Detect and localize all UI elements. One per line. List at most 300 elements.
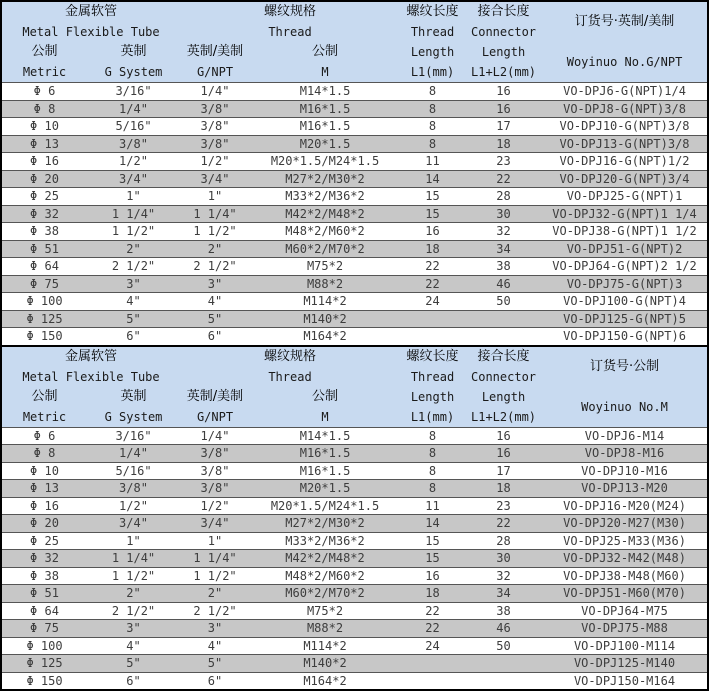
header-l1l2-en1: Connector xyxy=(471,25,537,39)
header-thread-cn: 螺纹规格 xyxy=(264,4,317,19)
cell-thread-m: M88*2 xyxy=(250,275,400,293)
cell-metric-size: Φ 16 xyxy=(2,153,87,171)
header-tube-en: Metal Flexible Tube xyxy=(22,25,160,39)
cell-thread-m: M33*2/M36*2 xyxy=(250,532,400,550)
header-m-cn: 公制 xyxy=(312,44,339,59)
cell-order-no: VO-DPJ38-M48(M60) xyxy=(542,567,707,585)
header-l1-en2: Length xyxy=(410,45,455,59)
header-gnpt-en: G/NPT xyxy=(196,409,234,424)
cell-l1: 15 xyxy=(400,205,465,223)
cell-l1: 14 xyxy=(400,515,465,533)
cell-l1: 22 xyxy=(400,620,465,638)
cell-g-npt: 1/4" xyxy=(180,427,250,445)
cell-g-system: 3/8" xyxy=(87,135,180,153)
cell-g-npt: 3/8" xyxy=(180,100,250,118)
cell-l1: 24 xyxy=(400,293,465,311)
cell-metric-size: Φ 13 xyxy=(2,480,87,498)
cell-g-system: 1/2" xyxy=(87,153,180,171)
cell-thread-m: M75*2 xyxy=(250,602,400,620)
cell-order-no: VO-DPJ125-M140 xyxy=(542,655,707,673)
cell-order-no: VO-DPJ20-G(NPT)3/4 xyxy=(542,170,707,188)
table-row xyxy=(2,637,707,655)
cell-order-no: VO-DPJ8-M16 xyxy=(542,445,707,463)
header-l1-en1: Thread xyxy=(410,25,455,39)
cell-l1: 11 xyxy=(400,497,465,515)
cell-l1-l2 xyxy=(465,310,542,328)
header-m-en: M xyxy=(321,409,329,424)
cell-g-npt: 1/4" xyxy=(180,83,250,101)
header-col-m xyxy=(250,42,400,83)
cell-g-npt: 2" xyxy=(180,240,250,258)
cell-l1: 24 xyxy=(400,637,465,655)
cell-thread-m: M20*1.5/M24*1.5 xyxy=(250,153,400,171)
cell-g-system: 5/16" xyxy=(87,118,180,136)
cell-g-system: 1 1/2" xyxy=(87,223,180,241)
cell-metric-size: Φ 125 xyxy=(2,310,87,328)
header-group-thread xyxy=(180,2,400,42)
cell-l1: 8 xyxy=(400,118,465,136)
header-gsystem-cn: 英制 xyxy=(120,44,147,59)
cell-l1-l2 xyxy=(465,328,542,345)
header-l1l2-cn: 接合长度 xyxy=(477,4,530,19)
cell-l1: 14 xyxy=(400,170,465,188)
header-gnpt-en: G/NPT xyxy=(196,65,234,79)
cell-g-system: 1/4" xyxy=(87,100,180,118)
table-row xyxy=(2,310,707,328)
cell-l1-l2 xyxy=(465,655,542,673)
cell-metric-size: Φ 25 xyxy=(2,188,87,206)
cell-l1-l2: 16 xyxy=(465,427,542,445)
cell-l1-l2: 16 xyxy=(465,445,542,463)
cell-l1-l2: 32 xyxy=(465,223,542,241)
cell-thread-m: M42*2/M48*2 xyxy=(250,550,400,568)
header-order-no xyxy=(542,2,707,83)
cell-order-no: VO-DPJ16-G(NPT)1/2 xyxy=(542,153,707,171)
header-col-m xyxy=(250,387,400,428)
header-gsystem-en: G System xyxy=(104,65,163,79)
table-row xyxy=(2,672,707,689)
cell-l1-l2: 30 xyxy=(465,205,542,223)
cell-order-no: VO-DPJ38-G(NPT)1 1/2 xyxy=(542,223,707,241)
cell-l1-l2: 28 xyxy=(465,188,542,206)
cell-thread-m: M16*1.5 xyxy=(250,100,400,118)
header-tube-en: Metal Flexible Tube xyxy=(22,369,160,384)
cell-l1-l2: 34 xyxy=(465,585,542,603)
cell-l1: 8 xyxy=(400,100,465,118)
cell-order-no: VO-DPJ150-G(NPT)6 xyxy=(542,328,707,345)
cell-l1-l2: 50 xyxy=(465,293,542,311)
cell-g-npt: 1 1/2" xyxy=(180,223,250,241)
header-l1-cn: 螺纹长度 xyxy=(406,348,459,364)
table-row xyxy=(2,153,707,171)
header-l1-unit: L1(mm) xyxy=(410,65,455,79)
table-row xyxy=(2,567,707,585)
table-row xyxy=(2,655,707,673)
cell-l1: 22 xyxy=(400,602,465,620)
cell-order-no: VO-DPJ100-M114 xyxy=(542,637,707,655)
cell-l1 xyxy=(400,328,465,345)
cell-metric-size: Φ 100 xyxy=(2,637,87,655)
cell-order-no: VO-DPJ75-M88 xyxy=(542,620,707,638)
cell-g-npt: 1 1/4" xyxy=(180,205,250,223)
cell-metric-size: Φ 8 xyxy=(2,100,87,118)
cell-l1: 15 xyxy=(400,550,465,568)
cell-order-no: VO-DPJ150-M164 xyxy=(542,672,707,689)
cell-order-no: VO-DPJ10-G(NPT)3/8 xyxy=(542,118,707,136)
header-gsystem-en: G System xyxy=(104,409,163,424)
cell-thread-m: M16*1.5 xyxy=(250,118,400,136)
cell-order-no: VO-DPJ125-G(NPT)5 xyxy=(542,310,707,328)
cell-thread-m: M60*2/M70*2 xyxy=(250,585,400,603)
table-row xyxy=(2,532,707,550)
cell-l1: 18 xyxy=(400,585,465,603)
cell-thread-m: M114*2 xyxy=(250,637,400,655)
cell-metric-size: Φ 38 xyxy=(2,567,87,585)
table-row xyxy=(2,275,707,293)
cell-thread-m: M27*2/M30*2 xyxy=(250,515,400,533)
cell-thread-m: M164*2 xyxy=(250,328,400,345)
cell-g-system: 2" xyxy=(87,240,180,258)
header-group-tube xyxy=(2,2,180,42)
cell-metric-size: Φ 10 xyxy=(2,462,87,480)
cell-g-npt: 4" xyxy=(180,637,250,655)
header-l1-cn: 螺纹长度 xyxy=(406,4,459,19)
cell-l1: 16 xyxy=(400,567,465,585)
cell-l1-l2: 22 xyxy=(465,170,542,188)
cell-thread-m: M16*1.5 xyxy=(250,462,400,480)
cell-order-no: VO-DPJ10-M16 xyxy=(542,462,707,480)
cell-g-npt: 3/4" xyxy=(180,170,250,188)
cell-l1-l2: 18 xyxy=(465,135,542,153)
header-l1l2-en1: Connector xyxy=(471,369,537,384)
cell-thread-m: M164*2 xyxy=(250,672,400,689)
cell-thread-m: M20*1.5 xyxy=(250,480,400,498)
header-l1l2-unit: L1+L2(mm) xyxy=(471,409,537,424)
cell-l1-l2: 23 xyxy=(465,153,542,171)
cell-g-system: 1 1/4" xyxy=(87,550,180,568)
header-order-cn: 订货号·英制/美制 xyxy=(574,14,675,29)
cell-l1: 8 xyxy=(400,83,465,101)
cell-g-system: 6" xyxy=(87,672,180,689)
cell-l1-l2: 28 xyxy=(465,532,542,550)
cell-g-npt: 3/8" xyxy=(180,118,250,136)
cell-l1: 16 xyxy=(400,223,465,241)
header-l1l2-unit: L1+L2(mm) xyxy=(471,65,537,79)
header-thread-en: Thread xyxy=(268,369,312,384)
cell-l1-l2: 16 xyxy=(465,100,542,118)
table-row xyxy=(2,620,707,638)
cell-order-no: VO-DPJ13-G(NPT)3/8 xyxy=(542,135,707,153)
cell-g-system: 1" xyxy=(87,188,180,206)
table-row xyxy=(2,515,707,533)
table-row xyxy=(2,100,707,118)
header-metric-en: Metric xyxy=(22,65,67,79)
table-row xyxy=(2,135,707,153)
cell-l1-l2 xyxy=(465,672,542,689)
table-body-metric xyxy=(2,427,707,689)
cell-metric-size: Φ 51 xyxy=(2,585,87,603)
header-order-en: Woyinuo No.M xyxy=(581,399,668,414)
cell-g-npt: 2 1/2" xyxy=(180,258,250,276)
cell-metric-size: Φ 32 xyxy=(2,205,87,223)
cell-order-no: VO-DPJ100-G(NPT)4 xyxy=(542,293,707,311)
cell-g-system: 3/4" xyxy=(87,515,180,533)
cell-metric-size: Φ 16 xyxy=(2,497,87,515)
cell-g-npt: 1 1/4" xyxy=(180,550,250,568)
table-row xyxy=(2,170,707,188)
cell-g-system: 2" xyxy=(87,585,180,603)
header-col-gnpt xyxy=(180,387,250,428)
cell-metric-size: Φ 64 xyxy=(2,258,87,276)
cell-g-npt: 4" xyxy=(180,293,250,311)
header-order-en: Woyinuo No.G/NPT xyxy=(566,55,683,69)
header-gnpt-cn: 英制/美制 xyxy=(186,44,244,59)
cell-thread-m: M48*2/M60*2 xyxy=(250,223,400,241)
spec-table-metric xyxy=(2,345,707,690)
table-row xyxy=(2,240,707,258)
cell-g-npt: 3/4" xyxy=(180,515,250,533)
header-metric-cn: 公制 xyxy=(31,44,58,59)
cell-l1: 8 xyxy=(400,135,465,153)
header-group-tube xyxy=(2,346,180,387)
header-gsystem-cn: 英制 xyxy=(120,388,147,404)
cell-thread-m: M75*2 xyxy=(250,258,400,276)
table-row xyxy=(2,188,707,206)
cell-order-no: VO-DPJ20-M27(M30) xyxy=(542,515,707,533)
cell-thread-m: M140*2 xyxy=(250,655,400,673)
table-header xyxy=(2,346,707,428)
cell-g-system: 1 1/4" xyxy=(87,205,180,223)
header-l1-en2: Length xyxy=(410,389,455,404)
cell-metric-size: Φ 10 xyxy=(2,118,87,136)
cell-order-no: VO-DPJ25-M33(M36) xyxy=(542,532,707,550)
cell-metric-size: Φ 150 xyxy=(2,672,87,689)
cell-thread-m: M20*1.5 xyxy=(250,135,400,153)
cell-thread-m: M27*2/M30*2 xyxy=(250,170,400,188)
spec-table-imperial xyxy=(2,2,707,345)
cell-thread-m: M20*1.5/M24*1.5 xyxy=(250,497,400,515)
cell-l1-l2: 17 xyxy=(465,118,542,136)
cell-metric-size: Φ 75 xyxy=(2,620,87,638)
cell-order-no: VO-DPJ6-M14 xyxy=(542,427,707,445)
cell-g-npt: 1 1/2" xyxy=(180,567,250,585)
cell-l1: 8 xyxy=(400,427,465,445)
cell-metric-size: Φ 51 xyxy=(2,240,87,258)
header-l1-en1: Thread xyxy=(410,369,455,384)
header-col-metric xyxy=(2,42,87,83)
cell-metric-size: Φ 150 xyxy=(2,328,87,345)
cell-order-no: VO-DPJ13-M20 xyxy=(542,480,707,498)
cell-l1-l2: 22 xyxy=(465,515,542,533)
table-row xyxy=(2,427,707,445)
table-row xyxy=(2,83,707,101)
cell-l1-l2: 17 xyxy=(465,462,542,480)
cell-g-system: 1/2" xyxy=(87,497,180,515)
cell-g-npt: 3/8" xyxy=(180,445,250,463)
cell-order-no: VO-DPJ8-G(NPT)3/8 xyxy=(542,100,707,118)
cell-g-system: 1/4" xyxy=(87,445,180,463)
cell-order-no: VO-DPJ32-G(NPT)1 1/4 xyxy=(542,205,707,223)
cell-metric-size: Φ 20 xyxy=(2,170,87,188)
cell-order-no: VO-DPJ16-M20(M24) xyxy=(542,497,707,515)
table-row xyxy=(2,462,707,480)
header-col-gsystem xyxy=(87,387,180,428)
cell-order-no: VO-DPJ25-G(NPT)1 xyxy=(542,188,707,206)
header-l1-unit: L1(mm) xyxy=(410,409,455,424)
cell-g-system: 6" xyxy=(87,328,180,345)
header-order-cn: 订货号·公制 xyxy=(589,358,660,374)
header-connector-length xyxy=(465,346,542,428)
cell-g-system: 1" xyxy=(87,532,180,550)
cell-g-npt: 1" xyxy=(180,188,250,206)
cell-thread-m: M33*2/M36*2 xyxy=(250,188,400,206)
cell-l1: 11 xyxy=(400,153,465,171)
cell-g-system: 2 1/2" xyxy=(87,258,180,276)
cell-g-system: 3/16" xyxy=(87,83,180,101)
cell-g-npt: 1/2" xyxy=(180,153,250,171)
cell-l1: 8 xyxy=(400,462,465,480)
table-row xyxy=(2,585,707,603)
cell-thread-m: M88*2 xyxy=(250,620,400,638)
cell-l1-l2: 34 xyxy=(465,240,542,258)
table-row xyxy=(2,293,707,311)
table-row xyxy=(2,118,707,136)
cell-g-system: 5" xyxy=(87,310,180,328)
cell-metric-size: Φ 13 xyxy=(2,135,87,153)
cell-l1-l2: 16 xyxy=(465,83,542,101)
cell-l1-l2: 38 xyxy=(465,602,542,620)
header-l1l2-en2: Length xyxy=(481,389,526,404)
cell-l1: 22 xyxy=(400,258,465,276)
header-connector-length xyxy=(465,2,542,83)
cell-thread-m: M60*2/M70*2 xyxy=(250,240,400,258)
cell-thread-m: M140*2 xyxy=(250,310,400,328)
cell-g-system: 3/8" xyxy=(87,480,180,498)
header-group-thread xyxy=(180,346,400,387)
cell-l1: 15 xyxy=(400,532,465,550)
cell-l1-l2: 32 xyxy=(465,567,542,585)
cell-metric-size: Φ 100 xyxy=(2,293,87,311)
cell-metric-size: Φ 6 xyxy=(2,427,87,445)
cell-g-system: 4" xyxy=(87,293,180,311)
cell-g-system: 5" xyxy=(87,655,180,673)
cell-l1-l2: 18 xyxy=(465,480,542,498)
cell-g-npt: 3/8" xyxy=(180,135,250,153)
cell-thread-m: M48*2/M60*2 xyxy=(250,567,400,585)
cell-metric-size: Φ 25 xyxy=(2,532,87,550)
header-order-no xyxy=(542,346,707,428)
cell-thread-m: M114*2 xyxy=(250,293,400,311)
cell-thread-m: M16*1.5 xyxy=(250,445,400,463)
cell-order-no: VO-DPJ75-G(NPT)3 xyxy=(542,275,707,293)
cell-l1 xyxy=(400,672,465,689)
cell-g-npt: 3" xyxy=(180,620,250,638)
cell-g-npt: 2 1/2" xyxy=(180,602,250,620)
header-col-gsystem xyxy=(87,42,180,83)
header-col-metric xyxy=(2,387,87,428)
cell-g-system: 4" xyxy=(87,637,180,655)
header-gnpt-cn: 英制/美制 xyxy=(186,388,244,404)
table-header xyxy=(2,2,707,83)
cell-g-system: 5/16" xyxy=(87,462,180,480)
cell-l1: 8 xyxy=(400,480,465,498)
table-row xyxy=(2,223,707,241)
cell-g-npt: 6" xyxy=(180,672,250,689)
cell-l1-l2: 23 xyxy=(465,497,542,515)
header-tube-cn: 金属软管 xyxy=(64,348,117,364)
header-thread-cn: 螺纹规格 xyxy=(264,348,317,364)
cell-order-no: VO-DPJ64-G(NPT)2 1/2 xyxy=(542,258,707,276)
cell-metric-size: Φ 75 xyxy=(2,275,87,293)
cell-g-npt: 1" xyxy=(180,532,250,550)
cell-l1-l2: 38 xyxy=(465,258,542,276)
header-l1l2-cn: 接合长度 xyxy=(477,348,530,364)
header-thread-length xyxy=(400,346,465,428)
header-metric-en: Metric xyxy=(22,409,67,424)
cell-metric-size: Φ 32 xyxy=(2,550,87,568)
cell-g-npt: 5" xyxy=(180,310,250,328)
cell-order-no: VO-DPJ6-G(NPT)1/4 xyxy=(542,83,707,101)
cell-g-npt: 1/2" xyxy=(180,497,250,515)
cell-g-system: 2 1/2" xyxy=(87,602,180,620)
cell-g-npt: 3/8" xyxy=(180,462,250,480)
cell-metric-size: Φ 64 xyxy=(2,602,87,620)
table-row xyxy=(2,497,707,515)
cell-g-system: 3/4" xyxy=(87,170,180,188)
table-row xyxy=(2,205,707,223)
table-row xyxy=(2,480,707,498)
cell-thread-m: M42*2/M48*2 xyxy=(250,205,400,223)
cell-g-system: 3/16" xyxy=(87,427,180,445)
table-row xyxy=(2,550,707,568)
cell-l1 xyxy=(400,655,465,673)
cell-thread-m: M14*1.5 xyxy=(250,83,400,101)
cell-metric-size: Φ 8 xyxy=(2,445,87,463)
header-thread-en: Thread xyxy=(268,25,312,39)
header-tube-cn: 金属软管 xyxy=(64,4,117,19)
cell-g-system: 1 1/2" xyxy=(87,567,180,585)
cell-l1 xyxy=(400,310,465,328)
cell-g-npt: 5" xyxy=(180,655,250,673)
cell-g-npt: 2" xyxy=(180,585,250,603)
cell-order-no: VO-DPJ51-M60(M70) xyxy=(542,585,707,603)
header-l1l2-en2: Length xyxy=(481,45,526,59)
cell-g-npt: 6" xyxy=(180,328,250,345)
table-row xyxy=(2,445,707,463)
header-m-cn: 公制 xyxy=(312,388,339,404)
cell-l1-l2: 50 xyxy=(465,637,542,655)
cell-l1-l2: 46 xyxy=(465,620,542,638)
cell-metric-size: Φ 6 xyxy=(2,83,87,101)
cell-l1-l2: 30 xyxy=(465,550,542,568)
cell-thread-m: M14*1.5 xyxy=(250,427,400,445)
header-m-en: M xyxy=(321,65,329,79)
cell-l1: 15 xyxy=(400,188,465,206)
cell-l1: 8 xyxy=(400,445,465,463)
cell-order-no: VO-DPJ32-M42(M48) xyxy=(542,550,707,568)
cell-metric-size: Φ 125 xyxy=(2,655,87,673)
cell-order-no: VO-DPJ51-G(NPT)2 xyxy=(542,240,707,258)
cell-l1-l2: 46 xyxy=(465,275,542,293)
cell-g-npt: 3/8" xyxy=(180,480,250,498)
cell-g-system: 3" xyxy=(87,620,180,638)
header-metric-cn: 公制 xyxy=(31,388,58,404)
cell-metric-size: Φ 20 xyxy=(2,515,87,533)
table-row xyxy=(2,328,707,345)
cell-l1: 22 xyxy=(400,275,465,293)
table-row xyxy=(2,258,707,276)
header-col-gnpt xyxy=(180,42,250,83)
